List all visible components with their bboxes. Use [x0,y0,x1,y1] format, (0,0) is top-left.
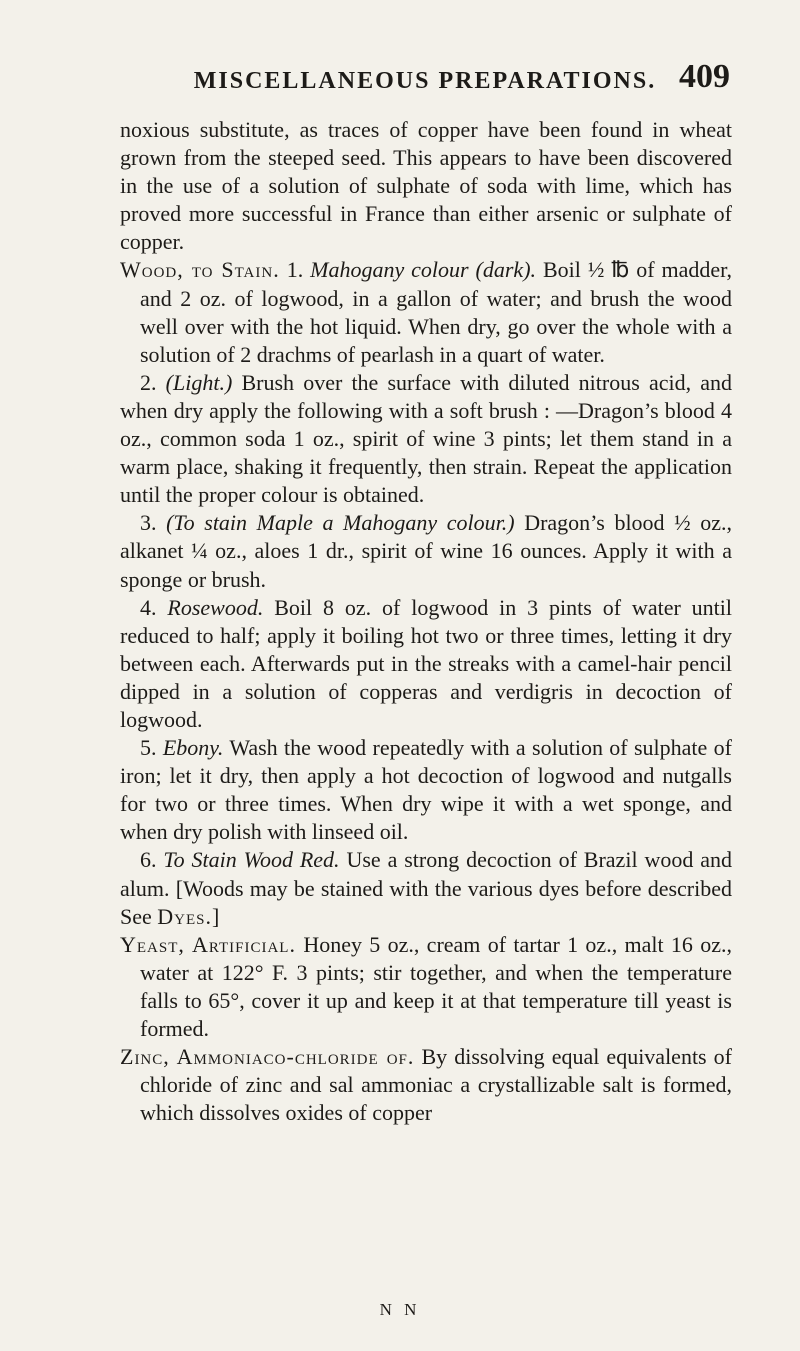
wood-item-4 [120,594,732,734]
wood-item-3 [120,509,732,593]
item-number: 4. [140,594,157,620]
item-number: 5. [140,735,157,761]
body-text [120,116,732,1127]
item-title: (Light.) [165,369,233,395]
item-text: Use a strong decoction of Brazil wood and alum. [Woods may be stained with the various dyes before described See [120,847,733,929]
page-header-title: MISCELLANEOUS PREPARATIONS. [193,68,657,94]
paragraph-continuation: noxious substitute, as traces of copper have been found in wheat grown from the steeped seed. This appears to have been discovered in the use of a solution of sulphate of soda with lime, which has proved more successful in France than either arsenic or sulphate of copper. [120,117,732,255]
item-text: Brush over the surface with diluted nitrous acid, and when dry apply the following with a soft brush : —Dragon’s blood 4 oz., common soda 1 oz., spirit of wine 3 pints; let them stand in a warm place, shaking it frequently, then strain. Repeat the application until the proper colour is obtained. [120,369,733,508]
page-number: 409 [679,58,730,95]
entry-heading: Yeast, Artificial. [120,931,296,957]
wood-item-5 [120,734,732,846]
wood-item-2 [120,369,732,509]
item-number: 1. [286,257,304,283]
running-head [120,58,730,98]
signature-mark: N N [379,1300,421,1319]
item-title: (To stain Maple a Mahogany colour.) [166,510,515,536]
item-number: 2. [140,369,157,395]
item-text: Wash the wood repeatedly with a solution of sulphate of iron; let it dry, then apply a hot decoction of logwood and nutgalls for two or three times. When dry wipe it with a wet sponge, and when dry polish with linseed oil. [120,735,732,845]
item-title: Ebony. [162,735,224,761]
entry-heading: Zinc, Ammoniaco-chloride of. [120,1044,415,1070]
wood-item-6 [120,846,732,930]
entry-zinc-ammoniaco-chloride [120,1043,732,1127]
item-title: Rosewood. [167,594,264,620]
entry-heading: Wood, to Stain. [120,257,280,283]
item-text: Dragon’s blood ½ oz., alkanet ¼ oz., aloes 1 dr., spirit of wine 16 ounces. Apply it with a sponge or brush. [120,510,733,592]
item-text: Boil 8 oz. of logwood in 3 pints of water until reduced to half; apply it boiling hot two or three times, letting it dry between each. Afterwards put in the streaks with a camel-hair pencil dipped in a solution of copperas and verdigris in decoction of logwood. [120,594,733,732]
entry-yeast-artificial [120,931,732,1043]
cross-reference: Dyes. [157,903,212,929]
entry-wood-to-stain [120,256,732,368]
item-title: Mahogany colour (dark). [310,257,537,283]
item-number: 3. [140,510,157,536]
entry-text: Honey 5 oz., cream of tartar 1 oz., malt 16 oz., water at 122° F. 3 pints; stir together, and when the temperature falls to 65°, cover it up and keep it at that temperature till yeast is formed. [140,931,733,1041]
item-number: 6. [140,847,157,873]
item-text: Boil ½ ℔ of madder, and 2 oz. of logwood, in a gallon of water; and brush the wood well over with the hot liquid. When dry, go over the whole with a solution of 2 drachms of pearlash in a quart of water. [140,257,733,367]
bracket-close: ] [212,903,220,929]
entry-text: By dissolving equal equivalents of chloride of zinc and sal ammoniac a crystallizable salt is formed, which dissolves oxides of copper [140,1044,733,1126]
item-title: To Stain Wood Red. [163,847,340,873]
